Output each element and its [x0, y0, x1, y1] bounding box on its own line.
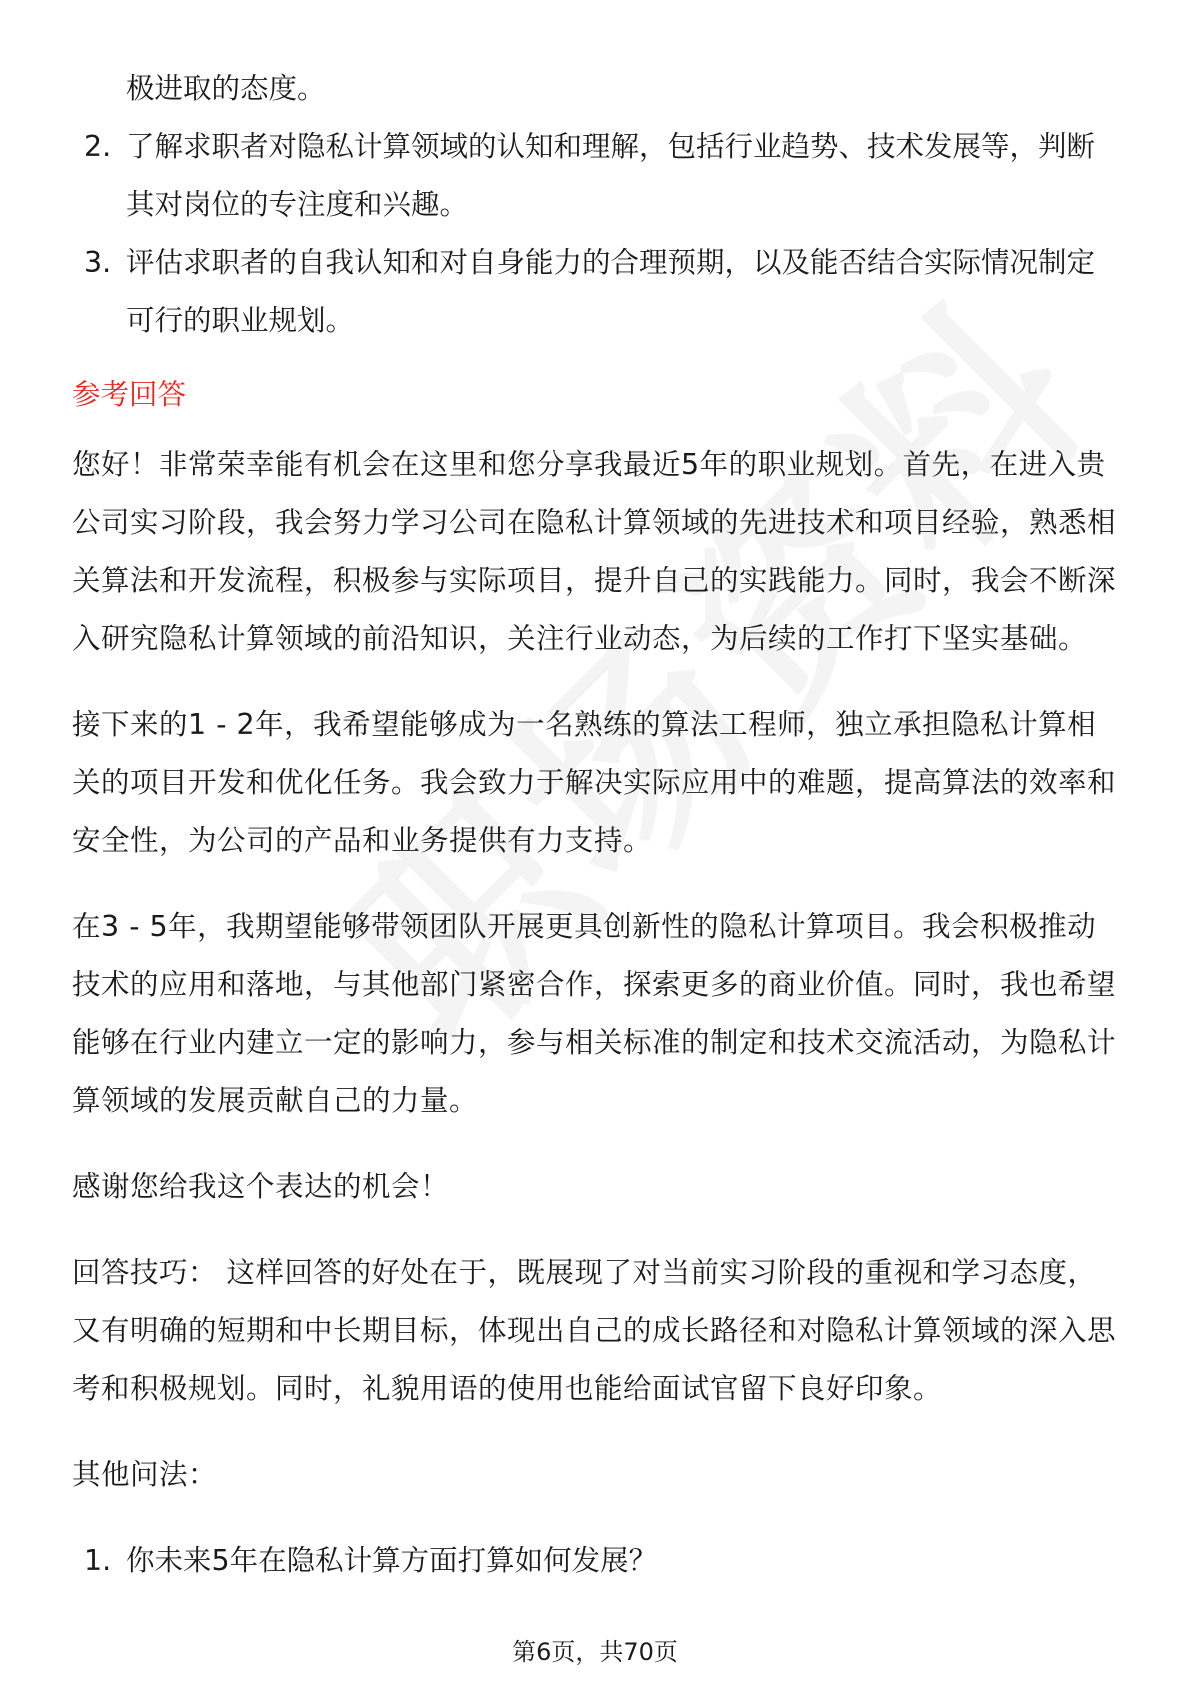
paragraph: 接下来的1 - 2年，我希望能够成为一名熟练的算法工程师，独立承担隐私计算相关的项目开发和优化任务。我会致力于解决实际应用中的难题，提高算法的效率和安全性，为公司的产品和业务提供有力支持。: [72, 708, 1117, 857]
list-item-text: 评估求职者的自我认知和对自身能力的合理预期，以及能否结合实际情况制定可行的职业规划。: [126, 246, 1096, 337]
list-item: [72, 234, 1122, 350]
continuation-text: 极进取的态度。: [126, 72, 326, 105]
page-content: [72, 60, 1122, 1590]
list-number: 1.: [84, 1544, 112, 1577]
paragraph: 在3 - 5年，我期望能够带领团队开展更具创新性的隐私计算项目。我会积极推动技术的应用和落地，与其他部门紧密合作，探索更多的商业价值。同时，我也希望能够在行业内建立一定的影响力，参与相关标准的制定和技术交流活动，为隐私计算领域的发展贡献自己的力量。: [72, 910, 1117, 1117]
criteria-list: [72, 118, 1122, 350]
tips-paragraph: 回答技巧： 这样回答的好处在于，既展现了对当前实习阶段的重视和学习态度，又有明确的短期和中长期目标，体现出自己的成长路径和对隐私计算领域的深入思考和积极规划。同时，礼貌用语的使用也能给面试官留下良好印象。: [72, 1256, 1117, 1405]
other-questions-label: 其他问法：: [72, 1458, 218, 1491]
other-questions-list: [72, 1532, 1122, 1590]
section-heading: 参考回答: [72, 378, 187, 411]
list-item: [72, 1532, 1122, 1590]
paragraph: 感谢您给我这个表达的机会！: [72, 1170, 450, 1203]
list-item-text: 了解求职者对隐私计算领域的认知和理解，包括行业趋势、技术发展等，判断其对岗位的专注度和兴趣。: [126, 130, 1096, 221]
paragraph: 您好！非常荣幸能有机会在这里和您分享我最近5年的职业规划。首先，在进入贵公司实习阶段，我会努力学习公司在隐私计算领域的先进技术和项目经验，熟悉相关算法和开发流程，积极参与实际项目，提升自己的实践能力。同时，我会不断深入研究隐私计算领域的前沿知识，关注行业动态，为后续的工作打下坚实基础。: [72, 448, 1117, 655]
list-item-text: 你未来5年在隐私计算方面打算如何发展？: [126, 1544, 658, 1577]
page-footer: 第6页，共70页: [512, 1638, 678, 1666]
list-item: [72, 118, 1122, 234]
list-number: 3.: [84, 246, 112, 279]
list-number: 2.: [84, 130, 112, 163]
